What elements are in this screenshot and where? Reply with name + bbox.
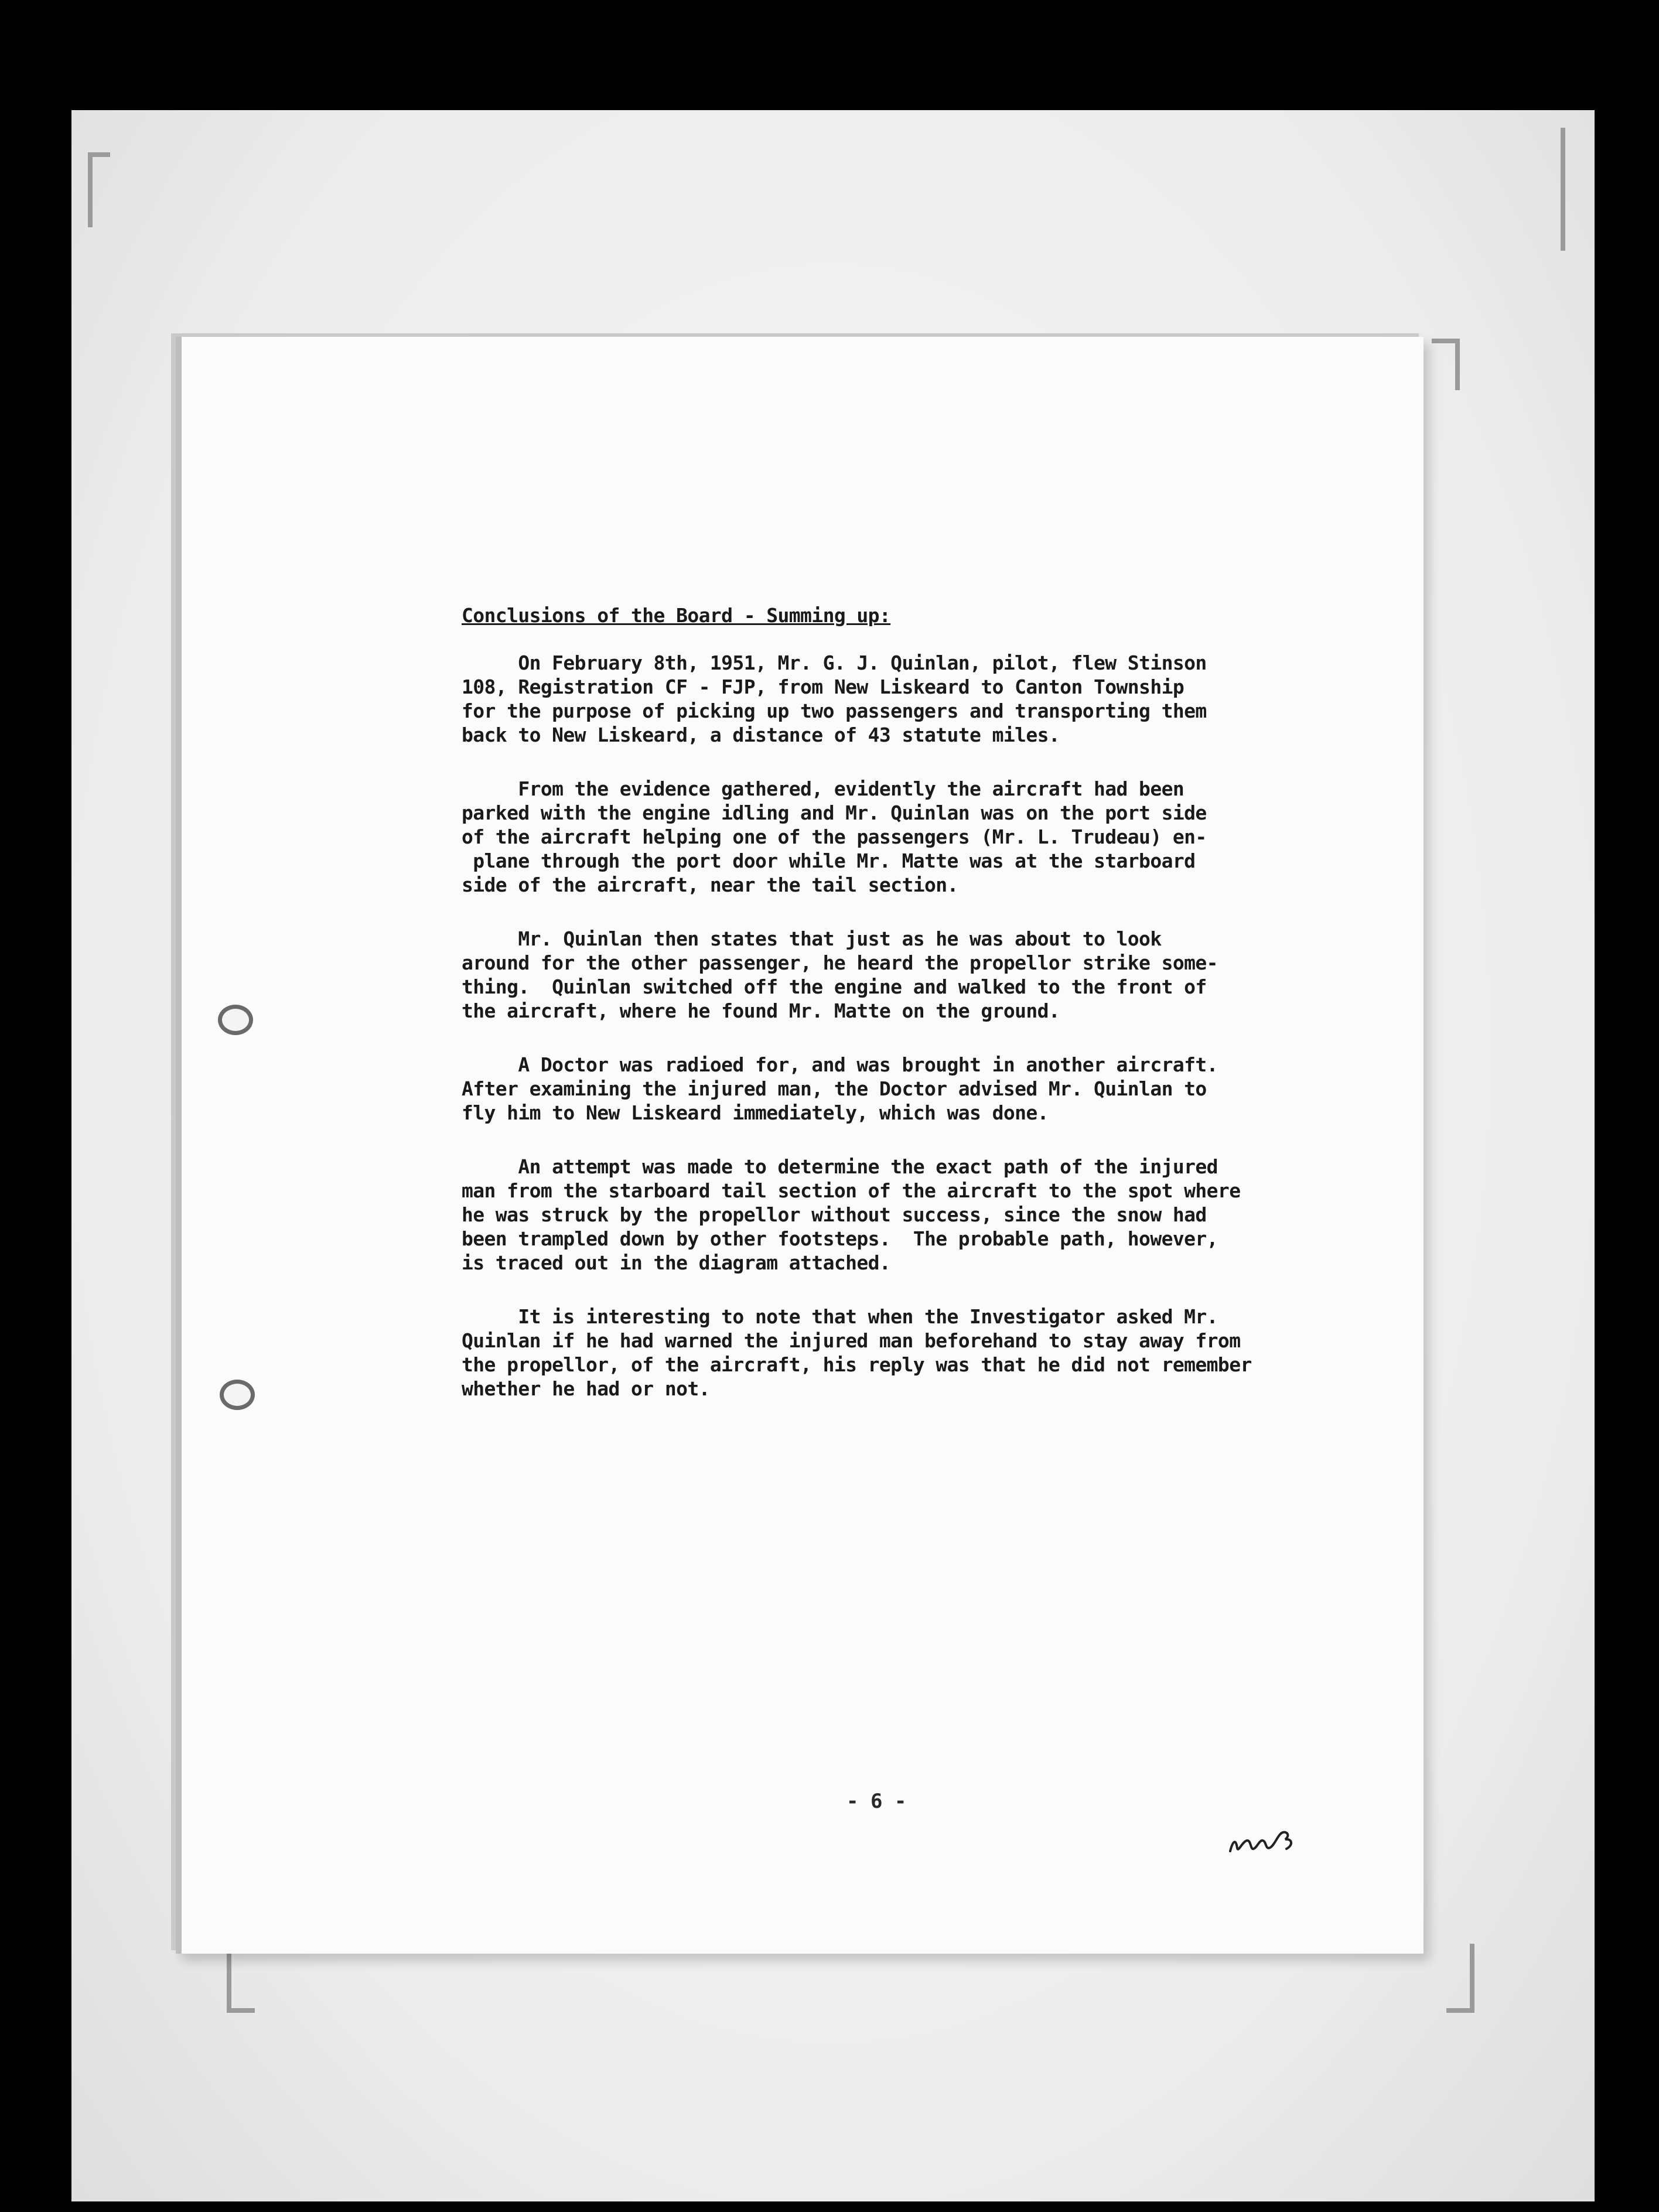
- text-line: around for the other passenger, he heard the propellor strike some-: [462, 951, 1218, 974]
- paragraph: [462, 1053, 1252, 1125]
- paragraph-list: [462, 651, 1252, 1401]
- sheet-corner-mark: [1432, 339, 1460, 390]
- mount-corner-mark: [88, 152, 110, 227]
- punch-hole: [220, 1380, 255, 1410]
- text-line: From the evidence gathered, evidently the aircraft had been: [462, 777, 1184, 800]
- text-line: 108, Registration CF - FJP, from New Liskeard to Canton Township: [462, 675, 1184, 698]
- punch-hole: [218, 1005, 253, 1035]
- text-line: plane through the port door while Mr. Matte was at the starboard: [462, 849, 1196, 872]
- document-body: [462, 603, 1252, 1431]
- text-line: the propellor, of the aircraft, his reply was that he did not remember: [462, 1353, 1252, 1376]
- text-line: whether he had or not.: [462, 1377, 710, 1400]
- text-line: side of the aircraft, near the tail section.: [462, 873, 958, 896]
- mount-corner-mark: [1555, 128, 1565, 251]
- text-line: man from the starboard tail section of the aircraft to the spot where: [462, 1179, 1241, 1202]
- text-line: fly him to New Liskeard immediately, which was done.: [462, 1101, 1049, 1124]
- handwritten-initials: [1224, 1816, 1312, 1863]
- text-line: It is interesting to note that when the Investigator asked Mr.: [462, 1305, 1218, 1328]
- text-line: thing. Quinlan switched off the engine and walked to the front of: [462, 975, 1207, 998]
- text-line: A Doctor was radioed for, and was brought in another aircraft.: [462, 1053, 1218, 1076]
- paragraph: [462, 1155, 1252, 1275]
- text-line: he was struck by the propellor without success, since the snow had: [462, 1203, 1207, 1226]
- text-line: been trampled down by other footsteps. The probable path, however,: [462, 1227, 1218, 1250]
- text-line: for the purpose of picking up two passengers and transporting them: [462, 699, 1207, 722]
- text-line: the aircraft, where he found Mr. Matte on the ground.: [462, 999, 1060, 1022]
- text-line: is traced out in the diagram attached.: [462, 1251, 891, 1274]
- text-line: of the aircraft helping one of the passengers (Mr. L. Trudeau) en-: [462, 825, 1207, 848]
- paragraph: [462, 777, 1252, 897]
- sheet-corner-mark: [1446, 1944, 1474, 2013]
- text-line: On February 8th, 1951, Mr. G. J. Quinlan, pilot, flew Stinson: [462, 651, 1207, 674]
- page-number: - 6 -: [846, 1790, 907, 1813]
- text-line: After examining the injured man, the Doctor advised Mr. Quinlan to: [462, 1077, 1207, 1100]
- text-line: Mr. Quinlan then states that just as he was about to look: [462, 927, 1162, 950]
- section-heading: Conclusions of the Board - Summing up:: [462, 604, 891, 627]
- text-line: Quinlan if he had warned the injured man beforehand to stay away from: [462, 1329, 1241, 1352]
- text-line: An attempt was made to determine the exact path of the injured: [462, 1155, 1218, 1178]
- paragraph: [462, 1305, 1252, 1401]
- paragraph: [462, 927, 1252, 1023]
- text-line: parked with the engine idling and Mr. Quinlan was on the port side: [462, 801, 1207, 824]
- paragraph: [462, 651, 1252, 747]
- text-line: back to New Liskeard, a distance of 43 statute miles.: [462, 723, 1060, 746]
